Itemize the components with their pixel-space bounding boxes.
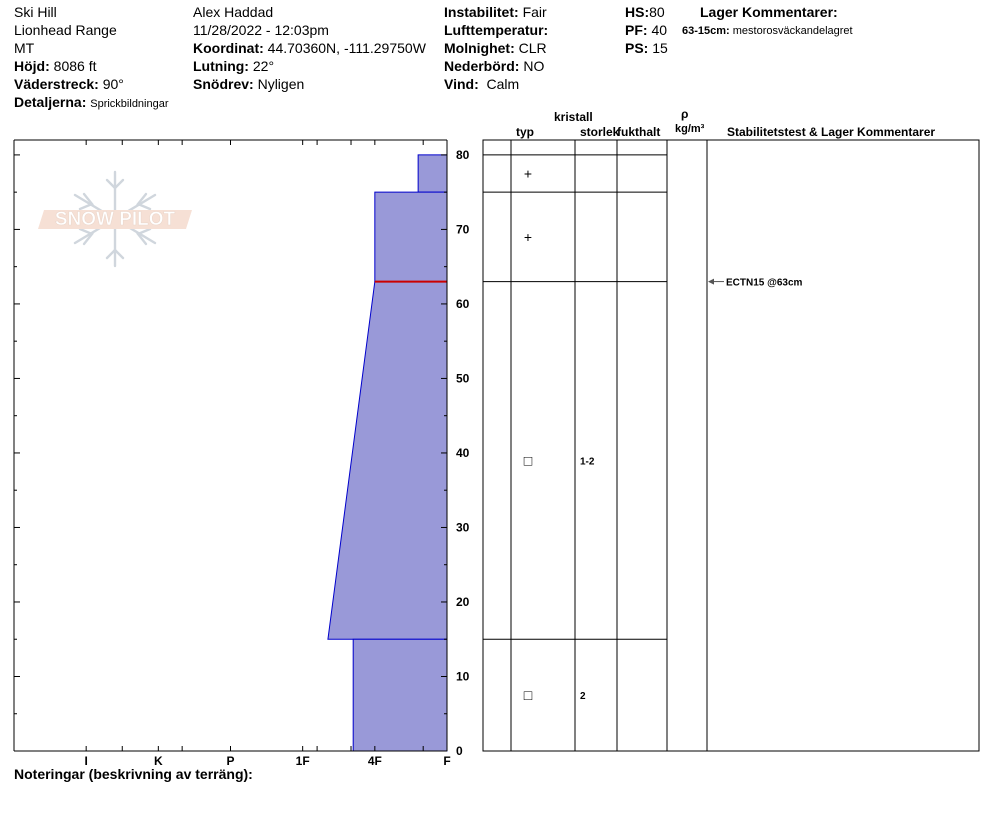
- depth-tick-label: 60: [456, 296, 470, 311]
- depth-tick-label: 40: [456, 445, 470, 460]
- hs-label: HS:: [625, 4, 650, 20]
- depth-tick-label: 10: [456, 669, 470, 684]
- depth-tick-label: 20: [456, 594, 470, 609]
- instability-label: Instabilitet:: [444, 4, 519, 20]
- hs-value: 80: [649, 4, 665, 20]
- grain-type-2: □: [523, 452, 533, 469]
- aspect-label: Väderstreck:: [14, 76, 99, 92]
- range-name: Lionhead Range: [14, 22, 117, 38]
- hardness-label-K: K: [153, 754, 163, 768]
- hardness-layer-1: [375, 192, 447, 281]
- density-unit-header: kg/m³: [675, 123, 705, 135]
- wind-value: Calm: [486, 76, 520, 92]
- elevation-value: 8086 ft: [53, 58, 97, 74]
- rho-header: ρ: [681, 107, 689, 121]
- hardness-label-1F: 1F: [295, 754, 310, 768]
- layer-comments-title: Lager Kommentarer:: [700, 4, 838, 20]
- depth-tick-label: 80: [456, 147, 470, 162]
- terrain-notes-label: Noteringar (beskrivning av terräng):: [14, 766, 253, 782]
- slope-label: Lutning:: [193, 58, 249, 74]
- ps-label: PS:: [625, 40, 649, 56]
- snowpilot-watermark: [38, 172, 192, 266]
- depth-tick-label: 0: [456, 744, 463, 758]
- pf-value: 40: [651, 22, 668, 38]
- site-name: Ski Hill: [14, 4, 57, 20]
- hardness-label-F: F: [443, 754, 451, 768]
- grain-type-1: +: [523, 228, 533, 245]
- precip-label: Nederbörd:: [444, 58, 520, 74]
- drift-label: Snödrev:: [193, 76, 254, 92]
- slope-value: 22°: [252, 58, 275, 74]
- hardness-label-4F: 4F: [367, 754, 382, 768]
- pf-label: PF:: [625, 22, 648, 38]
- grain-size-3: 2: [580, 691, 586, 703]
- depth-tick-label: 50: [456, 371, 470, 386]
- precip-value: NO: [523, 58, 545, 74]
- hardness-layer-2: [328, 282, 447, 640]
- hardness-layer-3: [353, 639, 447, 751]
- type-header: typ: [516, 125, 534, 139]
- airtemp-label: Lufttemperatur:: [444, 22, 549, 38]
- sky-label: Molnighet:: [444, 40, 515, 56]
- coordinate-label: Koordinat:: [193, 40, 264, 56]
- grain-size-2: 1-2: [580, 456, 595, 468]
- observation-datetime: 11/28/2022 - 12:03pm: [193, 22, 329, 38]
- stability-test-label-0: ECTN15 @63cm: [726, 277, 803, 289]
- ps-value: 15: [652, 40, 668, 56]
- instability-value: Fair: [522, 4, 547, 20]
- coordinate-value: 44.70360N, -111.29750W: [267, 40, 426, 56]
- hardness-label-I: I: [84, 754, 88, 768]
- wind-label: Vind:: [444, 76, 479, 92]
- details-label: Detaljerna:: [14, 94, 87, 110]
- hardness-label-P: P: [226, 754, 235, 768]
- drift-value: Nyligen: [257, 76, 305, 92]
- depth-tick-label: 30: [456, 520, 470, 535]
- grain-type-3: □: [523, 687, 533, 704]
- layer-comment-text: mestorosväckandelagret: [732, 25, 853, 37]
- moisture-header: fukthalt: [617, 125, 661, 139]
- hardness-layer-0: [418, 155, 447, 192]
- details-value: Sprickbildningar: [90, 98, 169, 110]
- layer-comment-depth: 63-15cm:: [682, 25, 730, 37]
- layer-table-frame: [483, 140, 979, 751]
- grain-type-0: +: [523, 165, 533, 182]
- watermark-text: SNOW PILOT: [54, 209, 176, 230]
- elevation-label: Höjd:: [14, 58, 50, 74]
- sky-value: CLR: [518, 40, 547, 56]
- crystal-header: kristall: [554, 110, 593, 124]
- depth-tick-label: 70: [456, 222, 470, 237]
- observer-name: Alex Haddad: [193, 4, 274, 20]
- state: MT: [14, 40, 35, 56]
- size-header: storlek: [580, 125, 620, 139]
- aspect-value: 90°: [102, 76, 124, 92]
- test-arrow-head-0: [708, 279, 714, 285]
- stability-header: Stabilitetstest & Lager Kommentarer: [727, 125, 936, 139]
